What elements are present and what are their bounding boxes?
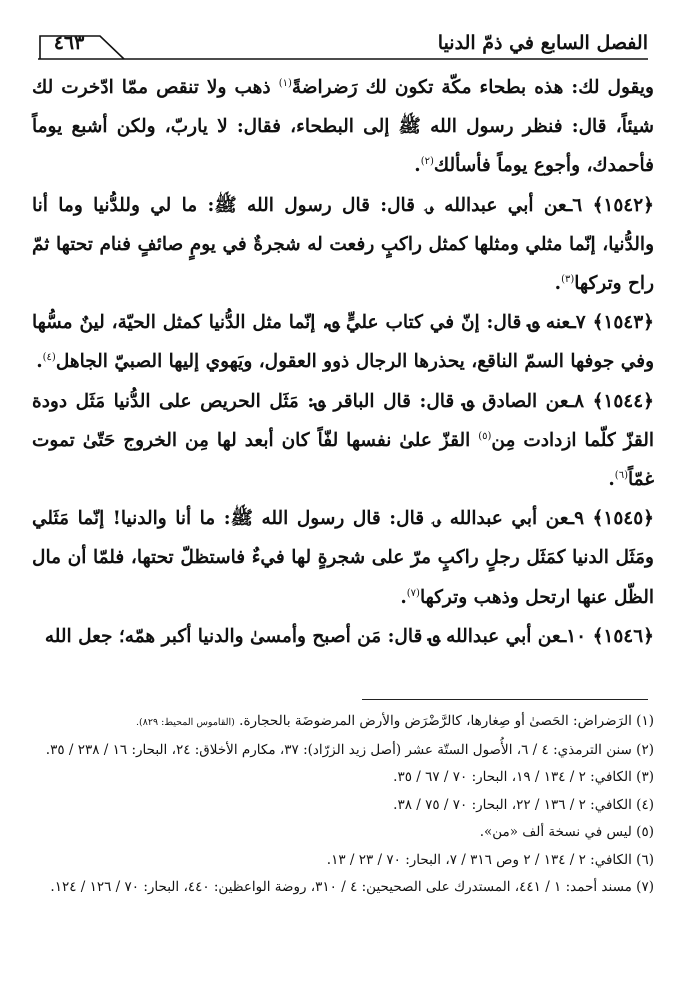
hadith-number: ﴿١٥٤٥﴾ ٩ـ [568, 508, 654, 530]
footnote-divider [362, 699, 648, 700]
page-number: ٤٦٣ [53, 32, 85, 54]
hadith-text: عن الصادق ؈ قال: قال الباقر ؈: مَثَل الحريص على الدُّنيا مَثَل دودة القزّ كلّما ازدادت مِن [32, 390, 655, 451]
hadith-1545: ﴿١٥٤٥﴾ ٩ـعن أبي عبدالله ؈ قال: قال رسول الله ﷺ: ما أنا والدنيا! إنّما مَثَلي ومَثَل الدنيا كمَثَل رجلٍ راكبٍ مرّ على شجرةٍ لها فيءٌ فاستظلّ تحتها، فلمّا أن مال الظّل عنها ارتحل وذهب وتركها$^{(٧)}$. [32, 508, 654, 608]
footnote-ref[interactable]: (٥) [478, 430, 492, 442]
footnote-number: (٣) [636, 769, 654, 785]
footnote-2 [42, 737, 654, 765]
footnote-text: ليس في نسخة ألف «من». [479, 824, 632, 840]
footnote-number: (١) [636, 713, 654, 729]
footnote-text: الرَضراض: الحَصىٰ أو صِغارها، كالرَّضْرَض والأرض المرضوضَة بالحجارة. [239, 713, 632, 729]
footnote-text: الكافي: ٢ / ١٣٤ / ١٩، البحار: ٧٠ / ٦٧ / ٣٥. [393, 769, 632, 785]
footnote-6 [42, 847, 654, 875]
footnote-text: الكافي: ٢ / ١٣٤ / ٢ وص ٣١٦ / ٧، البحار: ٧٠ / ٢٣ / ١٣. [326, 851, 632, 868]
footnotes [42, 708, 654, 902]
footnote-text: الكافي: ٢ / ١٣٦ / ٢٢، البحار: ٧٠ / ٧٥ / ٣٨. [393, 796, 632, 813]
footnote-1 [42, 708, 654, 737]
hadith-number: ﴿١٥٤٢﴾ ٦ـ [566, 194, 655, 216]
hadith-text: عن أبي عبدالله ؈ قال: قال رسول الله ﷺ: ما لي وللدُّنيا وما أنا والدُّنيا، إنّما مثلي ومثلها كمثل راكبٍ رفعت له شجرةٌ في يومٍ صائفٍ فنام تحتها ثمّ راح وتركها [32, 194, 654, 295]
footnote-number: (٥) [636, 824, 654, 840]
hadith-text: عن أبي عبدالله ؈ قال: قال رسول الله ﷺ: ما أنا والدنيا! إنّما مَثَلي ومَثَل الدنيا كمَثَل رجلٍ راكبٍ مرّ على شجرةٍ لها فيءٌ فاستظلّ تحتها، فلمّا أن مال الظّل عنها ارتحل وذهب وتركها [32, 508, 654, 608]
hadith-1542: ﴿١٥٤٢﴾ ٦ـعن أبي عبدالله ؈ قال: قال رسول الله ﷺ: ما لي وللدُّنيا وما أنا والدُّنيا، إنّما مثلي ومثلها كمثل راكبٍ رفعت له شجرةٌ في يومٍ صائفٍ فنام تحتها ثمّ راح وتركها$^{(٣)}$. [32, 194, 655, 295]
footnote-7 [42, 874, 654, 902]
footnote-ref[interactable]: (٧) [406, 587, 420, 599]
hadith-number: ﴿١٥٤٤﴾ ٨ـ [568, 390, 655, 412]
footnote-text: سنن الترمذي: ٤ / ٦، الأُصول الستّة عشر (أصل زيد الزرّاد): ٣٧، مكارم الأخلاق: ٢٤، البحار: ١٦ / ٢٣٨ / ٣٥. [45, 741, 632, 758]
chapter-title: الفصل السابع في ذمّ الدنيا [437, 32, 648, 54]
hadith-1544: ﴿١٥٤٤﴾ ٨ـعن الصادق ؈ قال: قال الباقر ؈: مَثَل الحريص على الدُّنيا مَثَل دودة القزّ كلّما ازدادت مِن$^{(٥)}$ القزّ علىٰ نفسها لفّاً كان أبعد لها مِن الخروج حَتّىٰ تموت غمّاً$^{(٦)}$. [32, 390, 655, 491]
footnote-source: (القاموس المحيط: ٨٢٩). [136, 717, 235, 728]
footnote-ref[interactable]: (٤) [42, 352, 56, 364]
hadith-number: ﴿١٥٤٣﴾ ٧ـ [570, 312, 655, 334]
footnote-3 [42, 764, 654, 792]
hadith-1543: ﴿١٥٤٣﴾ ٧ـعنه ؈ قال: إنّ في كتاب عليٍّ ؈، إنّما مثل الدُّنيا كمثل الحيّة، لينٌ مسُّها وفي جوفها السمّ الناقع، يحذرها الرجال ذوو العقول، ويَهوي إليها الصبيّ الجاهل$^{(٤)}$. [32, 312, 655, 373]
paragraph-1: ويقول لك: هذه بطحاء مكّة تكون لك رَضراضةً$^{(١)}$ ذهب ولا تنقص ممّا ادّخرت لك شيئاً، قال: فنظر رسول الله ﷺ إلى البطحاء، فقال: لا ياربّ، ولكن أشبع يوماً فأحمدك، وأجوع يوماً فأسألك$^{(٢)}$. [32, 77, 654, 177]
footnote-ref[interactable]: (٦) [614, 469, 628, 481]
footnote-5 [42, 819, 654, 847]
hadith-number: ﴿١٥٤٦﴾ ١٠ـ [560, 625, 654, 647]
footnote-ref[interactable]: (٣) [561, 273, 575, 285]
footnote-4 [42, 792, 654, 820]
hadith-text: عن أبي عبدالله ؈ قال: مَن أصبح وأمسىٰ والدنيا أكبر همّه؛ جعل الله [44, 625, 561, 647]
paragraph-text: ويقول لك: هذه بطحاء مكّة تكون لك رَضراضةً [291, 77, 654, 98]
hadith-text: القزّ علىٰ نفسها لفّاً كان أبعد لها مِن الخروج حَتّىٰ تموت غمّاً [32, 429, 654, 491]
footnote-ref[interactable]: (١) [278, 77, 292, 89]
paragraph-text: ذهب ولا تنقص ممّا ادّخرت لك شيئاً، قال: فنظر رسول الله ﷺ إلى البطحاء، فقال: لا ياربّ، ولكن أشبع يوماً فأحمدك، وأجوع يوماً فأسألك [32, 77, 654, 177]
footnote-number: (٢) [636, 741, 654, 758]
footnote-number: (٤) [636, 796, 654, 813]
main-text [32, 68, 654, 656]
footnote-number: (٧) [636, 879, 654, 895]
footnote-text: مسند أحمد: ١ / ٤٤١، المستدرك على الصحيحين: ٤ / ٣١٠، روضة الواعظين: ٤٤٠، البحار: ٧٠ / ١٢٦ / ١٢٤. [50, 879, 632, 895]
footnote-number: (٦) [636, 851, 654, 868]
hadith-text: عنه ؈ قال: إنّ في كتاب عليٍّ ؈، إنّما مثل الدُّنيا كمثل الحيّة، لينٌ مسُّها وفي جوفها السمّ الناقع، يحذرها الرجال ذوو العقول، ويَهوي إليها الصبيّ الجاهل [32, 312, 654, 373]
hadith-1546 [32, 617, 654, 656]
footnote-ref[interactable]: (٢) [420, 156, 434, 168]
running-header [38, 30, 648, 62]
